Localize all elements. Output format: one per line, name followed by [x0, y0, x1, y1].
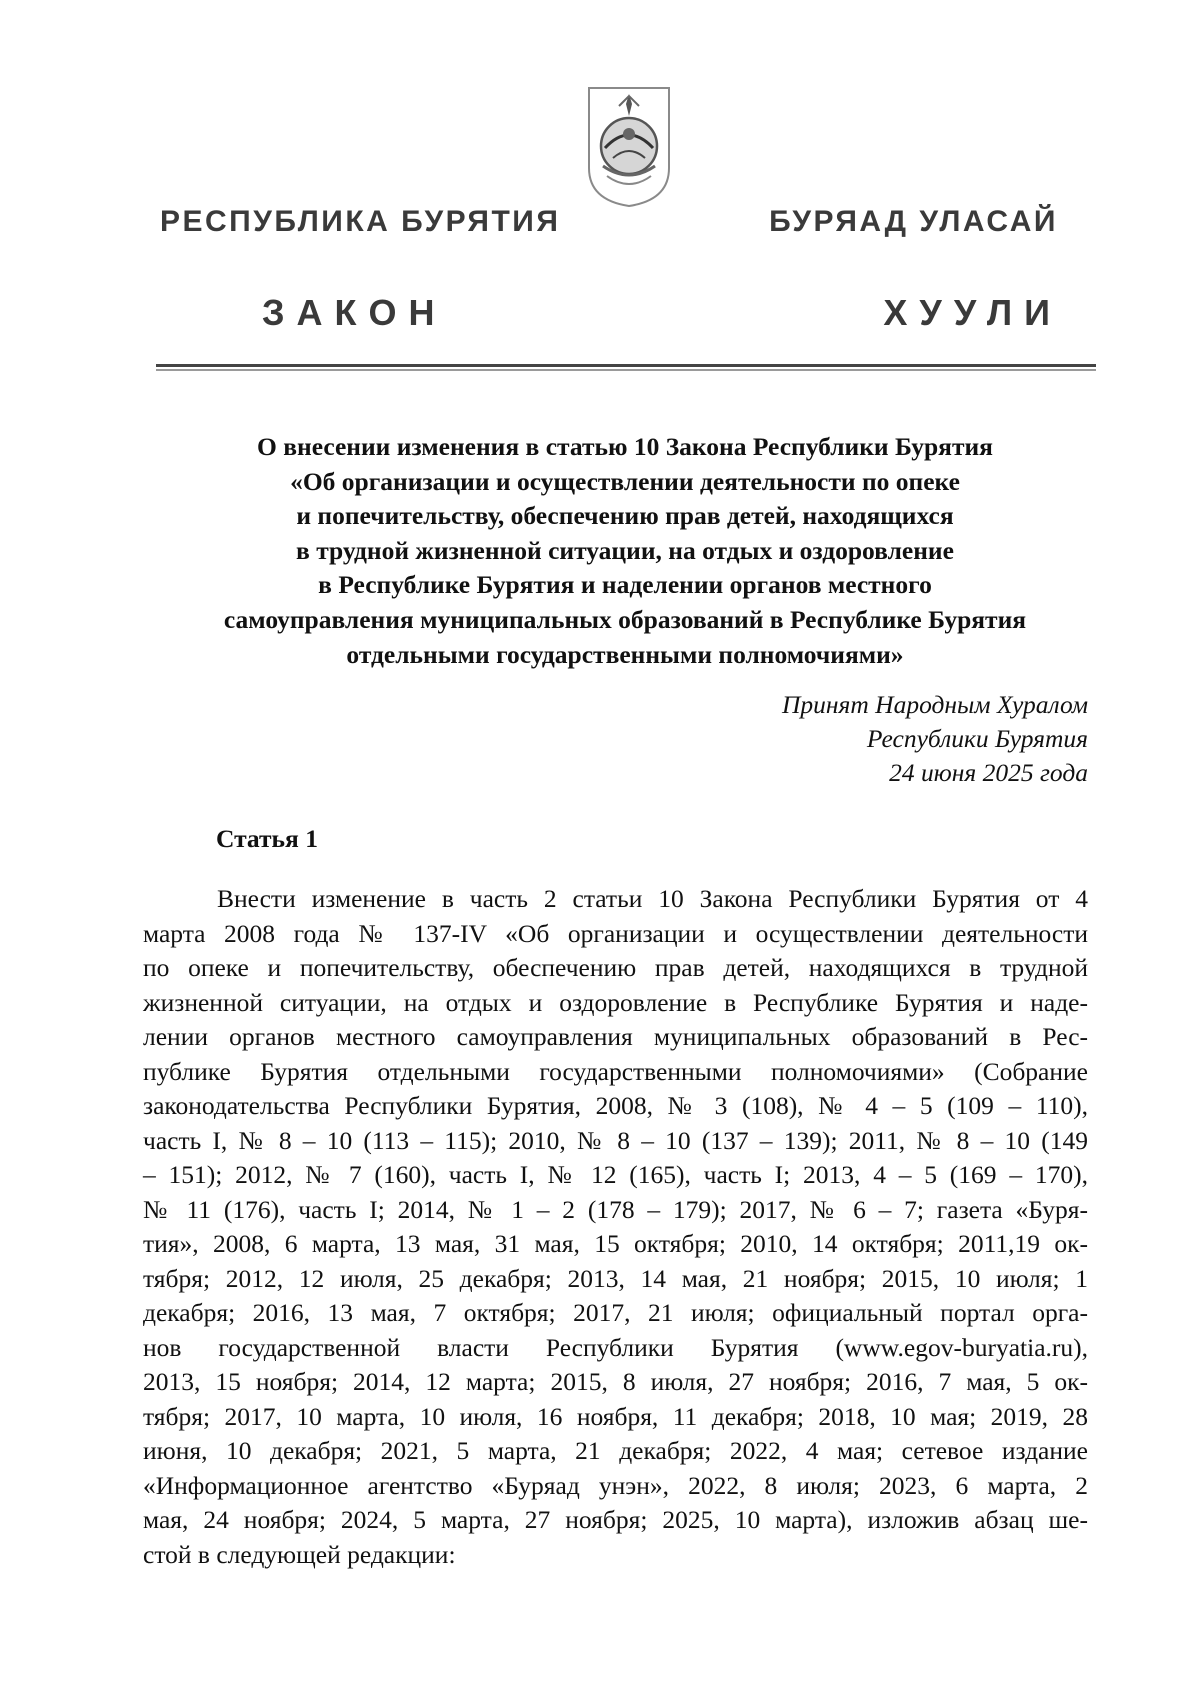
body-line: мая, 24 ноября; 2024, 5 марта, 27 ноября; 2025, 10 марта), изложив абзац ше-	[143, 1505, 1088, 1534]
body-line: стой в следующей редакции:	[143, 1539, 456, 1569]
title-line: самоуправления муниципальных образований в Республике Бурятия	[223, 604, 1027, 634]
coat-of-arms-icon	[586, 82, 672, 210]
body-line: «Информационное агентство «Буряад унэн», 2022, 8 июля; 2023, 6 марта, 2	[143, 1470, 1088, 1500]
header-divider	[156, 364, 1096, 367]
body-line: публике Бурятия отдельными государственными полномочиями» (Собрание	[143, 1056, 1088, 1086]
title-line: отдельными государственными полномочиями»	[346, 639, 904, 669]
republic-name-russian: РЕСПУБЛИКА БУРЯТИЯ	[160, 205, 561, 238]
body-line: законодательства Республики Бурятия, 2008, № 3 (108), № 4 – 5 (109 – 110),	[143, 1091, 1088, 1120]
body-line: июня, 10 декабря; 2021, 5 марта, 21 декабря; 2022, 4 мая; сетевое издание	[143, 1436, 1088, 1465]
title-line: «Об организации и осуществлении деятельности по опеке	[290, 466, 960, 496]
body-line: по опеке и попечительству, обеспечению прав детей, находящихся в трудной	[143, 953, 1088, 982]
body-line: декабря; 2016, 13 мая, 7 октября; 2017, 21 июля; официальный портал орга-	[143, 1298, 1088, 1327]
title-line: и попечительству, обеспечению прав детей, находящихся	[296, 501, 954, 531]
body-line: Внести изменение в часть 2 статьи 10 Закона Республики Бурятия от 4	[217, 884, 1088, 913]
body-line: тия», 2008, 6 марта, 13 мая, 31 мая, 15 октября; 2010, 14 октября; 2011,19 ок-	[143, 1229, 1088, 1258]
body-line: нов государственной власти Республики Бурятия (www.egov-buryatia.ru),	[143, 1332, 1088, 1362]
title-line: О внесении изменения в статью 10 Закона Республики Бурятия	[257, 432, 993, 461]
title-line: в трудной жизненной ситуации, на отдых и оздоровление	[296, 535, 954, 565]
article-body	[143, 882, 1088, 1572]
adoption-line: Республики Бурятия	[866, 724, 1088, 753]
body-line: часть I, № 8 – 10 (113 – 115); 2010, № 8 – 10 (137 – 139); 2011, № 8 – 10 (149	[143, 1125, 1088, 1155]
document-type-russian: ЗАКОН	[262, 292, 447, 333]
title-line: в Республике Бурятия и наделении органов местного	[318, 570, 932, 600]
body-line: тября; 2017, 10 марта, 10 июля, 16 ноября, 11 декабря; 2018, 10 мая; 2019, 28	[143, 1401, 1088, 1431]
law-title	[150, 430, 1100, 672]
body-line: 2013, 15 ноября; 2014, 12 марта; 2015, 8 июля, 27 ноября; 2016, 7 мая, 5 ок-	[143, 1367, 1088, 1396]
body-line: марта 2008 года № 137-IV «Об организации и осуществлении деятельности	[143, 918, 1088, 948]
adoption-line: Принят Народным Хуралом	[781, 690, 1088, 719]
body-line: – 151); 2012, № 7 (160), часть I, № 12 (165), часть I; 2013, 4 – 5 (169 – 170),	[143, 1160, 1088, 1189]
body-line: лении органов местного самоуправления муниципальных образований в Рес-	[143, 1022, 1088, 1051]
adoption-date: 24 июня 2025 года	[889, 758, 1088, 787]
adoption-note	[782, 688, 1088, 790]
document-type-buryat: ХУУЛИ	[883, 292, 1062, 333]
header-divider-secondary	[156, 369, 1096, 371]
article-heading: Статья 1	[216, 824, 318, 853]
body-line: тября; 2012, 12 июля, 25 декабря; 2013, 14 мая, 21 ноября; 2015, 10 июля; 1	[143, 1263, 1088, 1293]
body-line: № 11 (176), часть I; 2014, № 1 – 2 (178 – 179); 2017, № 6 – 7; газета «Буря-	[143, 1194, 1088, 1224]
body-line: жизненной ситуации, на отдых и оздоровление в Республике Бурятия и наде-	[143, 987, 1088, 1017]
republic-name-buryat: БУРЯАД УЛАСАЙ	[769, 205, 1058, 238]
